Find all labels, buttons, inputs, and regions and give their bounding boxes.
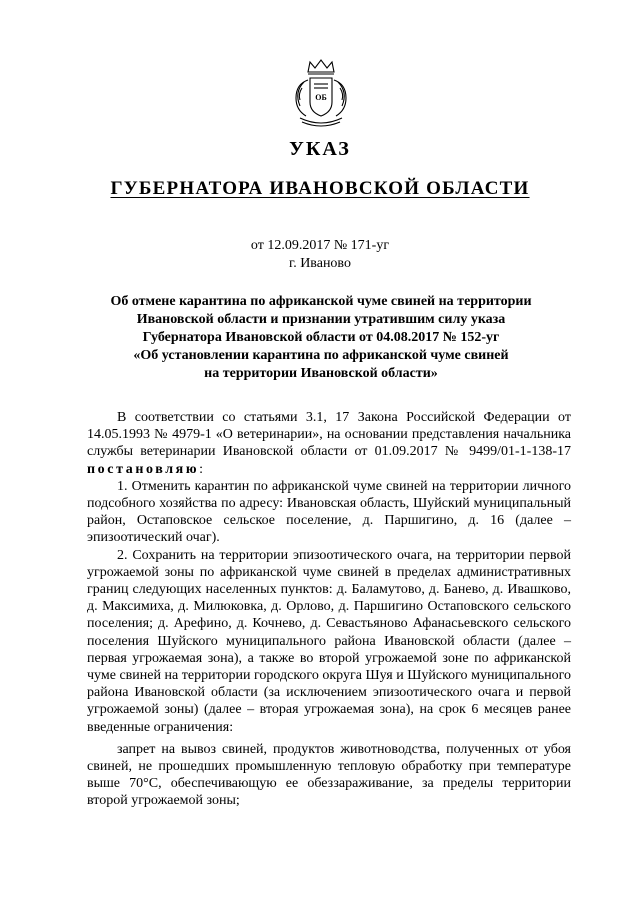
- heading-line: на территории Ивановской области»: [204, 366, 438, 381]
- item-2-paragraph: 2. Сохранить на территории эпизоотического очага, на территории первой угрожаемой зоны по африканской чуме свиней в пределах административных границ следующих населенных пунктов: д. Баламутово, д. Банево, д. Ивашково, д. Максимиха, д. Милюковка, д. Орлово, д. Паршигино Остаповского сельского поселения; д. Арефино, д. Кочнево, д. Севастьяново Афанасьевского сельского поселения Шуйского муниципального района Ивановской области (далее – первая угрожаемая зона), а также во второй угрожаемой зоне по африканской чуме свиней на территории городского округа Шуя и Шуйского муниципального района Ивановской области (за исключением эпизоотического очага и первой угрожаемой зоны) (далее – вторая угрожаемая зона), на срок 6 месяцев ранее введенные ограничения:: [87, 547, 571, 735]
- item-1-paragraph: 1. Отменить карантин по африканской чуме свиней на территории личного подсобного хозяйства по адресу: Ивановская область, Шуйский муниципальный район, Остаповское сельское поселение, д. Паршигино, д. 16 (далее – эпизоотический очаг).: [87, 478, 571, 546]
- heading-line: «Об установлении карантина по африканской чуме свиней: [133, 348, 509, 363]
- emblem-shield-text: ОБ: [315, 93, 327, 102]
- heading-line: Губернатора Ивановской области от 04.08.2017 № 152-уг: [142, 330, 500, 345]
- intro-text: В соответствии со статьями 3.1, 17 Закона Российской Федерации от 14.05.1993 № 4979-1 «О ветеринарии», на основании представления начальника службы ветеринарии Ивановской области от 01.09.2017 № 9499/01-1-138-17: [87, 410, 571, 460]
- heading-line: Ивановской области и признании утратившим силу указа: [136, 312, 506, 327]
- document-city: г. Иваново: [289, 256, 351, 271]
- issuing-authority: [0, 178, 640, 200]
- document-date-number: от 12.09.2017 № 171-уг: [250, 238, 390, 253]
- document-type-title: УКАЗ: [289, 138, 351, 160]
- intro-paragraph: [87, 409, 571, 478]
- issuing-authority-text: ГУБЕРНАТОРА ИВАНОВСКОЙ ОБЛАСТИ: [110, 178, 530, 199]
- decree-word: постановляю: [87, 461, 200, 477]
- item-2-subparagraph: запрет на вывоз свиней, продуктов животноводства, полученных от убоя свиней, не прошедших промышленную тепловую обработку при температуре выше 70°С, обеспечивающую ее обеззараживание, за пределы территории второй угрожаемой зоны;: [87, 741, 571, 809]
- coat-of-arms-icon: [290, 58, 352, 130]
- heading-line: Об отмене карантина по африканской чуме свиней на территории: [110, 294, 532, 309]
- decree-colon: :: [199, 461, 204, 477]
- document-body: [87, 409, 571, 810]
- document-heading: [90, 293, 552, 383]
